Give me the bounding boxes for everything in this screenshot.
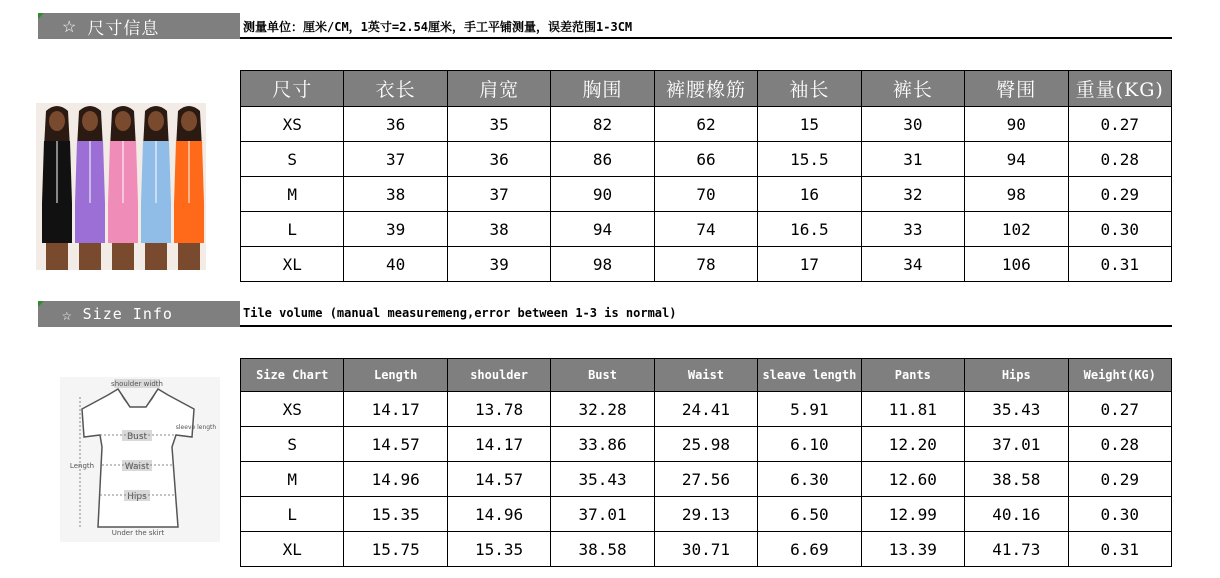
measurement-cell: 0.27 xyxy=(1068,107,1172,142)
measurement-cell: 15.75 xyxy=(344,532,447,567)
measurement-note-en: Tile volume (manual measuremeng,error between 1-3 is normal) xyxy=(243,306,677,320)
measurement-cell: 0.30 xyxy=(1068,212,1172,247)
size-table-en-header-cell: Weight(KG) xyxy=(1068,359,1172,392)
size-table-en-header-cell: Waist xyxy=(654,359,757,392)
measurement-cell: 106 xyxy=(965,247,1068,282)
measurement-cell: 62 xyxy=(654,107,757,142)
model-figure xyxy=(75,106,105,270)
measurement-cell: 35.43 xyxy=(965,392,1068,427)
measurement-cell: 37.01 xyxy=(551,497,654,532)
measurement-cell: 39 xyxy=(344,212,447,247)
section-header-en xyxy=(38,301,1172,327)
measurement-cell: 0.31 xyxy=(1068,532,1172,567)
measurement-cell: 40 xyxy=(344,247,447,282)
measurement-cell: 94 xyxy=(551,212,654,247)
size-label-cell: S xyxy=(241,427,344,462)
waist-label: Waist xyxy=(124,462,150,472)
measurement-cell: 14.57 xyxy=(447,462,550,497)
measurement-cell: 14.17 xyxy=(344,392,447,427)
hips-label: Hips xyxy=(127,492,147,502)
measurement-cell: 35 xyxy=(447,107,550,142)
measurement-cell: 25.98 xyxy=(654,427,757,462)
size-table-cn-header-cell: 裤长 xyxy=(861,71,964,107)
size-table-cn-header-cell: 衣长 xyxy=(344,71,447,107)
size-label-cell: XS xyxy=(241,107,344,142)
measurement-cell: 0.29 xyxy=(1068,177,1172,212)
size-label-cell: L xyxy=(241,497,344,532)
measurement-cell: 0.27 xyxy=(1068,392,1172,427)
measurement-cell: 13.78 xyxy=(447,392,550,427)
measurement-cell: 94 xyxy=(965,142,1068,177)
size-label-cell: L xyxy=(241,212,344,247)
table-row xyxy=(241,212,1172,247)
measurement-cell: 41.73 xyxy=(965,532,1068,567)
measurement-cell: 0.28 xyxy=(1068,142,1172,177)
measurement-cell: 38.58 xyxy=(551,532,654,567)
measurement-cell: 0.29 xyxy=(1068,462,1172,497)
section-tab-en xyxy=(38,301,240,327)
divider xyxy=(240,37,1172,39)
measurement-cell: 82 xyxy=(551,107,654,142)
measurement-cell: 15.35 xyxy=(447,532,550,567)
measurement-cell: 17 xyxy=(758,247,861,282)
measurement-cell: 15 xyxy=(758,107,861,142)
measurement-cell: 6.69 xyxy=(758,532,861,567)
size-table-cn-header-cell: 臀围 xyxy=(965,71,1068,107)
measurement-cell: 6.50 xyxy=(758,497,861,532)
measurement-cell: 90 xyxy=(551,177,654,212)
measurement-diagram xyxy=(60,377,220,542)
table-row xyxy=(241,142,1172,177)
measurement-cell: 29.13 xyxy=(654,497,757,532)
measurement-cell: 31 xyxy=(861,142,964,177)
star-icon: ☆ xyxy=(62,304,73,324)
size-table-cn-header-cell: 尺寸 xyxy=(241,71,344,107)
size-table-en xyxy=(240,358,1172,567)
measurement-cell: 11.81 xyxy=(861,392,964,427)
measurement-cell: 14.17 xyxy=(447,427,550,462)
size-table-cn-header-cell: 袖长 xyxy=(758,71,861,107)
table-row xyxy=(241,392,1172,427)
length-label: Length xyxy=(69,462,95,470)
measurement-cell: 5.91 xyxy=(758,392,861,427)
measurement-cell: 32 xyxy=(861,177,964,212)
size-table-en-header-cell: Bust xyxy=(551,359,654,392)
size-label-cell: XL xyxy=(241,532,344,567)
size-table-en-header-cell: sleave length xyxy=(758,359,861,392)
measurement-note-cn: 测量单位：厘米/CM，1英寸=2.54厘米，手工平铺测量，误差范围1-3CM xyxy=(243,20,633,34)
size-table-en-header-cell: Length xyxy=(344,359,447,392)
measurement-cell: 30.71 xyxy=(654,532,757,567)
measurement-cell: 15.35 xyxy=(344,497,447,532)
section-title-cn: 尺寸信息 xyxy=(87,18,160,39)
size-table-en-header-cell: Size Chart xyxy=(241,359,344,392)
measurement-cell: 37 xyxy=(344,142,447,177)
measurement-cell: 12.99 xyxy=(861,497,964,532)
measurement-cell: 35.43 xyxy=(551,462,654,497)
size-label-cell: M xyxy=(241,462,344,497)
measurement-cell: 12.20 xyxy=(861,427,964,462)
measurement-cell: 0.30 xyxy=(1068,497,1172,532)
size-table-en-header-cell: Hips xyxy=(965,359,1068,392)
size-table-cn-header-cell: 胸围 xyxy=(551,71,654,107)
size-table-cn-header-cell: 重量(KG) xyxy=(1068,71,1172,107)
measurement-cell: 74 xyxy=(654,212,757,247)
measurement-cell: 6.10 xyxy=(758,427,861,462)
measurement-cell: 14.57 xyxy=(344,427,447,462)
measurement-cell: 86 xyxy=(551,142,654,177)
size-table-cn xyxy=(240,70,1172,282)
measurement-cell: 30 xyxy=(861,107,964,142)
measurement-cell: 38 xyxy=(344,177,447,212)
measurement-cell: 6.30 xyxy=(758,462,861,497)
measurement-cell: 34 xyxy=(861,247,964,282)
measurement-cell: 14.96 xyxy=(447,497,550,532)
measurement-cell: 70 xyxy=(654,177,757,212)
product-photo xyxy=(36,103,206,270)
measurement-cell: 16 xyxy=(758,177,861,212)
measurement-cell: 15.5 xyxy=(758,142,861,177)
measurement-cell: 32.28 xyxy=(551,392,654,427)
table-row xyxy=(241,497,1172,532)
section-tab-cn xyxy=(38,13,240,39)
measurement-cell: 36 xyxy=(344,107,447,142)
measurement-cell: 16.5 xyxy=(758,212,861,247)
measurement-cell: 14.96 xyxy=(344,462,447,497)
table-row xyxy=(241,462,1172,497)
section-header-cn xyxy=(38,13,1172,39)
measurement-cell: 0.31 xyxy=(1068,247,1172,282)
table-row xyxy=(241,247,1172,282)
divider xyxy=(240,325,1172,327)
measurement-cell: 12.60 xyxy=(861,462,964,497)
table-row xyxy=(241,107,1172,142)
section-title-en: Size Info xyxy=(82,305,173,323)
size-table-cn-header-cell: 肩宽 xyxy=(447,71,550,107)
measurement-cell: 78 xyxy=(654,247,757,282)
measurement-cell: 38.58 xyxy=(965,462,1068,497)
measurement-cell: 102 xyxy=(965,212,1068,247)
measurement-cell: 38 xyxy=(447,212,550,247)
measurement-cell: 39 xyxy=(447,247,550,282)
shoulder-label: shoulder width xyxy=(111,380,163,388)
bust-label: Bust xyxy=(126,432,148,442)
measurement-cell: 40.16 xyxy=(965,497,1068,532)
size-label-cell: S xyxy=(241,142,344,177)
measurement-cell: 36 xyxy=(447,142,550,177)
table-row xyxy=(241,427,1172,462)
measurement-cell: 33.86 xyxy=(551,427,654,462)
size-table-en-header-cell: Pants xyxy=(861,359,964,392)
model-figure xyxy=(42,106,72,270)
size-table-en-header-cell: shoulder xyxy=(447,359,550,392)
measurement-cell: 90 xyxy=(965,107,1068,142)
table-row xyxy=(241,177,1172,212)
measurement-cell: 33 xyxy=(861,212,964,247)
sleeve-label: sleeve length xyxy=(175,424,217,431)
measurement-cell: 24.41 xyxy=(654,392,757,427)
model-figure xyxy=(174,106,204,270)
table-row xyxy=(241,532,1172,567)
model-figure xyxy=(108,106,138,270)
measurement-cell: 27.56 xyxy=(654,462,757,497)
measurement-cell: 66 xyxy=(654,142,757,177)
measurement-cell: 98 xyxy=(551,247,654,282)
size-label-cell: M xyxy=(241,177,344,212)
model-figure xyxy=(141,106,171,270)
measurement-cell: 0.28 xyxy=(1068,427,1172,462)
size-label-cell: XS xyxy=(241,392,344,427)
measurement-cell: 13.39 xyxy=(861,532,964,567)
measurement-cell: 37 xyxy=(447,177,550,212)
measurement-cell: 37.01 xyxy=(965,427,1068,462)
size-table-cn-header-cell: 裤腰橡筋 xyxy=(654,71,757,107)
star-icon: ☆ xyxy=(62,16,78,36)
measurement-cell: 98 xyxy=(965,177,1068,212)
size-label-cell: XL xyxy=(241,247,344,282)
under-skirt-label: Under the skirt xyxy=(111,529,165,537)
